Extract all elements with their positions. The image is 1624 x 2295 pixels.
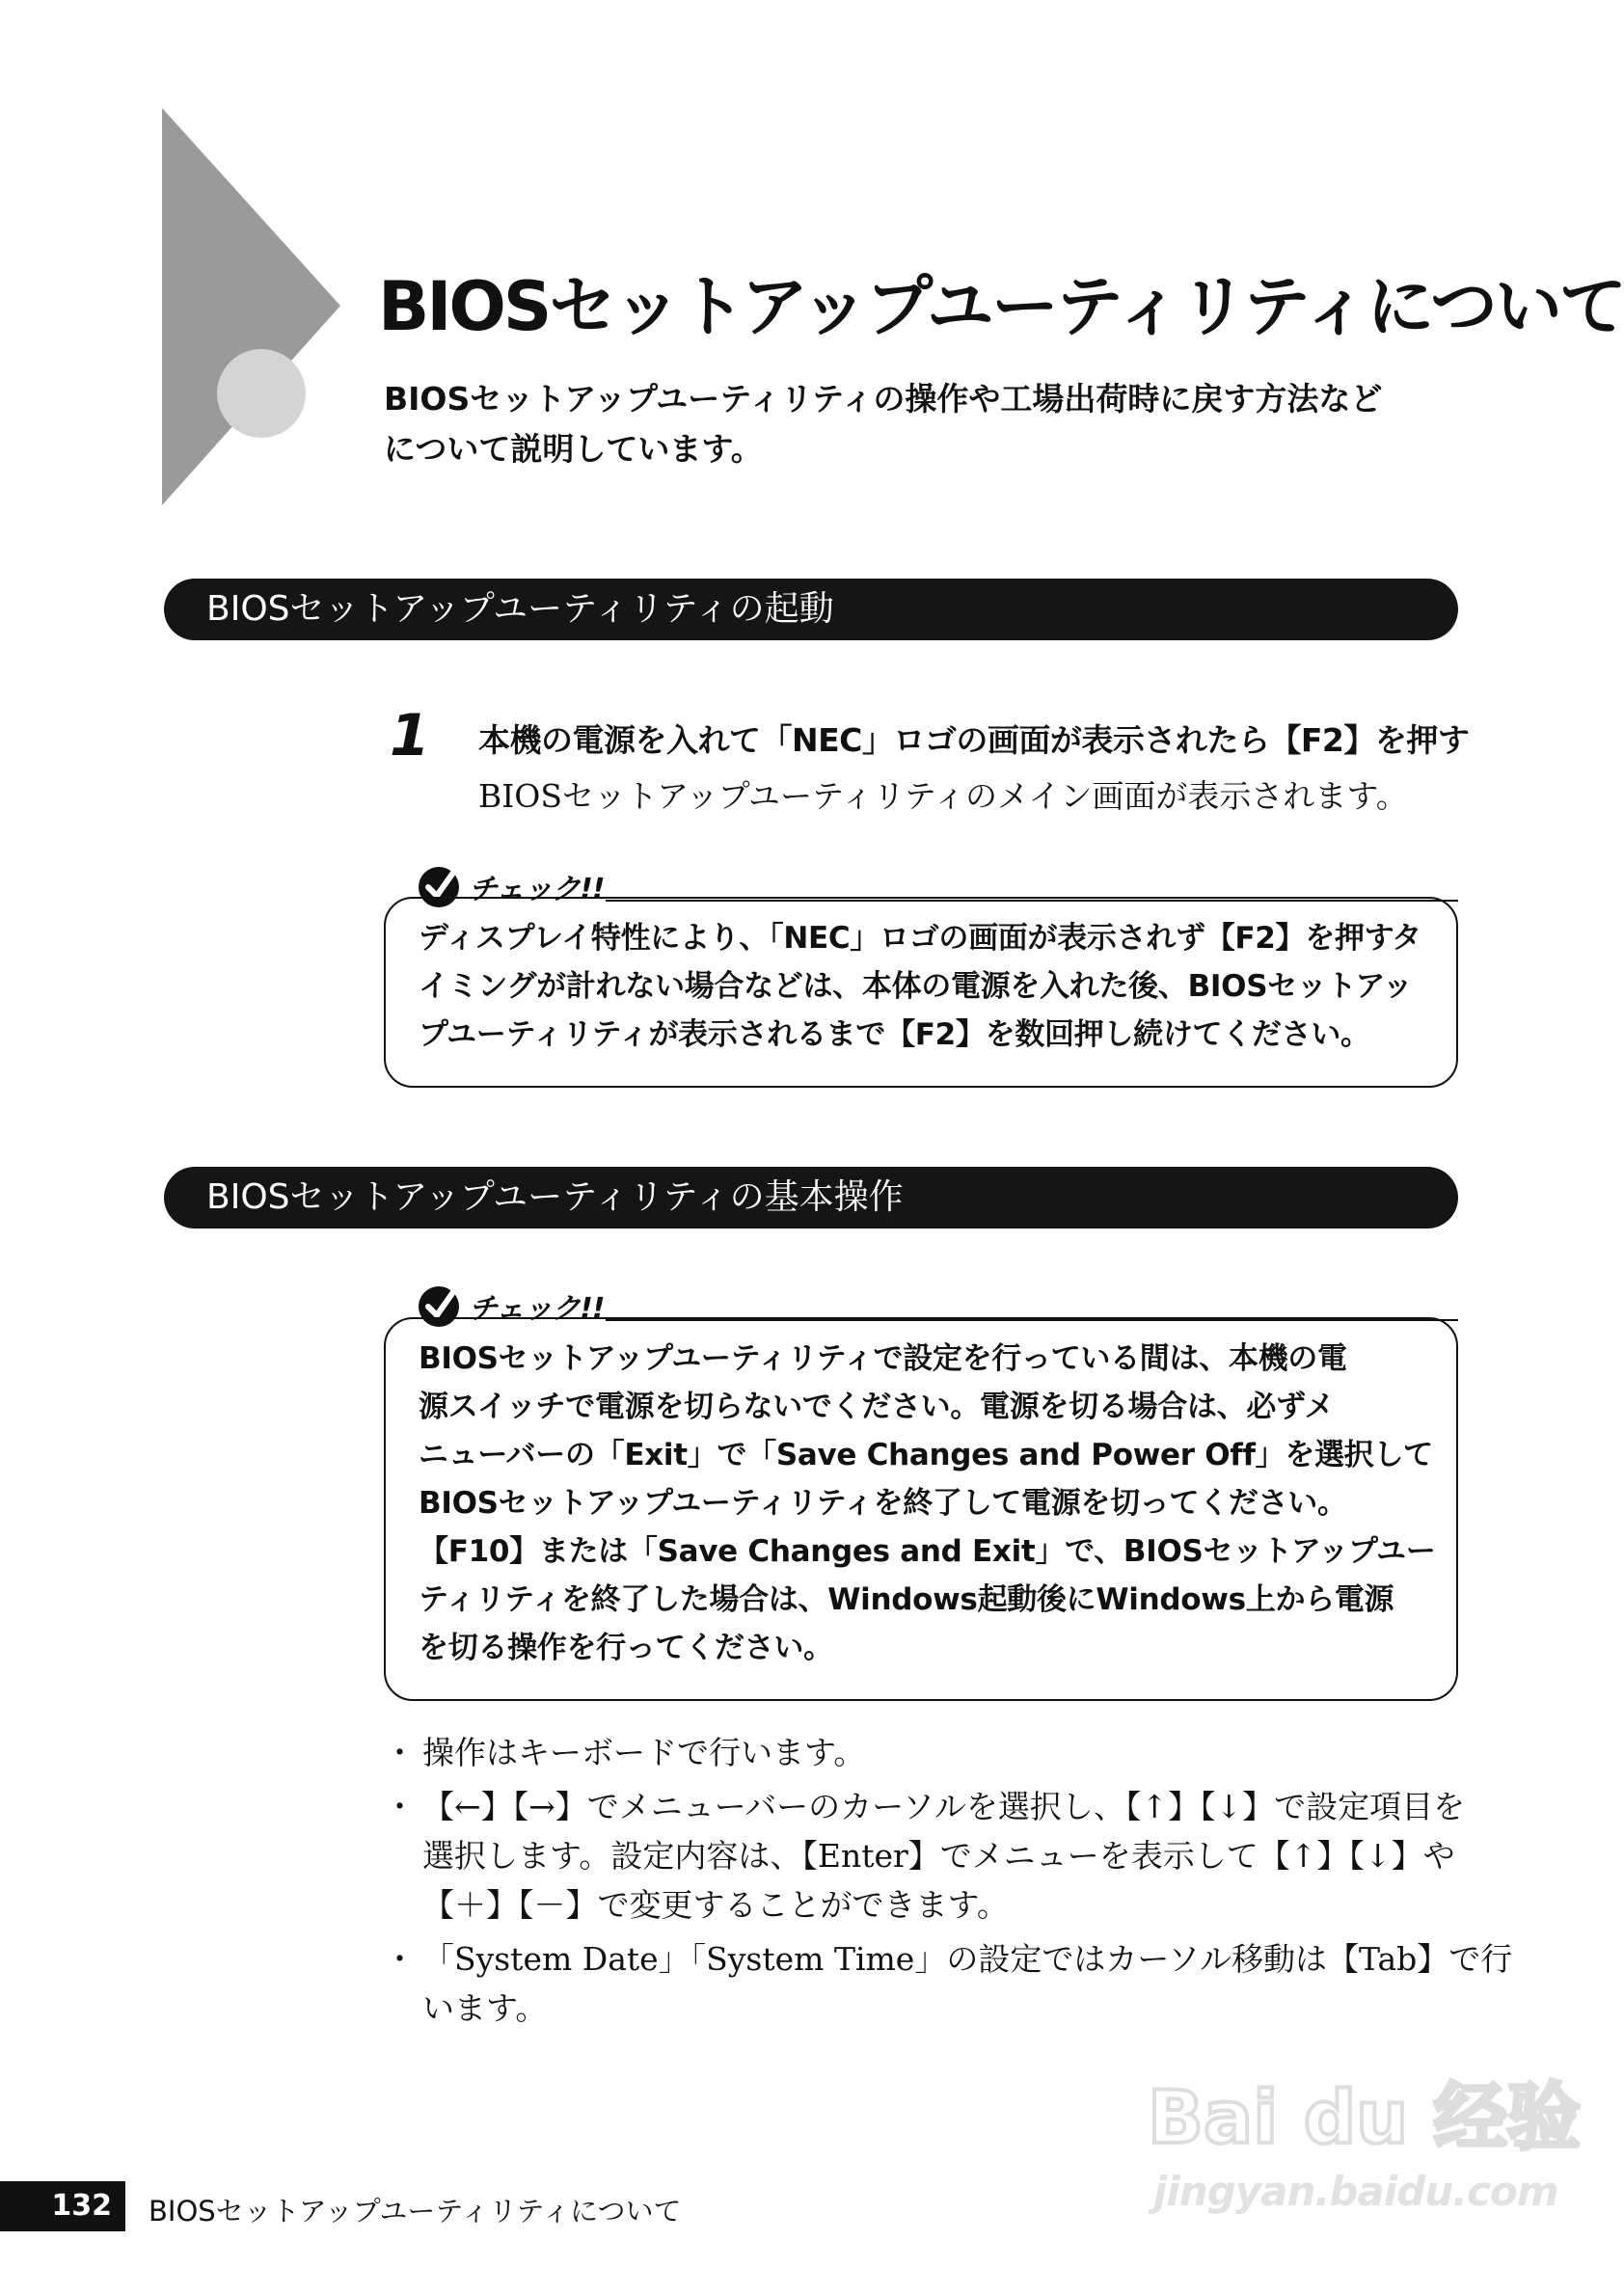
step-body: BIOSセットアップユーティリティのメイン画面が表示されます。 — [478, 777, 1408, 815]
check-note-box — [384, 1317, 1458, 1701]
check-note-line: ディスプレイ特性により、「NEC」ロゴの画面が表示されず【F2】を押すタ — [419, 921, 1421, 956]
chapter-decoration — [162, 108, 345, 505]
chapter-triangle — [162, 108, 340, 505]
section-heading-startup: BIOSセットアップユーティリティの起動 — [164, 579, 1458, 640]
baidu-watermark-logo — [1148, 2064, 1581, 2170]
watermark-logo-text: Bai du 经验 — [1148, 2074, 1581, 2160]
footer-title: BIOSセットアップユーティリティについて — [149, 2195, 682, 2228]
bullet-dot: ・ — [384, 1940, 416, 1978]
check-note-line: イミングが計れない場合などは、本体の電源を入れた後、BIOSセットアッ — [419, 969, 1413, 1004]
check-note-line: 【F10】または「Save Changes and Exit」で、BIOSセットアップユー — [419, 1534, 1436, 1569]
list-item-line: 選択します。設定内容は、【Enter】でメニューを表示して【↑】【↓】や — [422, 1837, 1455, 1875]
check-note-line: BIOSセットアップユーティリティで設定を行っている間は、本機の電 — [419, 1341, 1347, 1376]
chapter-title: BIOSセットアップユーティリティについて — [378, 267, 1624, 346]
chapter-intro-line: について説明しています。 — [384, 430, 763, 468]
list-item-line: 【←】【→】でメニューバーのカーソルを選択し、【↑】【↓】で設定項目を — [422, 1788, 1466, 1825]
check-label: チェック!! — [469, 1292, 605, 1326]
list-item — [384, 1782, 1464, 1930]
bullet-list — [384, 1728, 1513, 2038]
list-item-line: 【＋】【－】で変更することができます。 — [422, 1886, 1009, 1924]
check-note-line: ニューバーの「Exit」で「Save Changes and Power Off」を選択して — [419, 1438, 1433, 1472]
chapter-intro — [384, 374, 1464, 474]
section-heading-basic-operations: BIOSセットアップユーティリティの基本操作 — [164, 1167, 1458, 1228]
step-heading: 本機の電源を入れて「NEC」ロゴの画面が表示されたら【F2】を押す — [478, 721, 1470, 759]
watermark-url: jingyan.baidu.com — [1153, 2168, 1558, 2215]
bullet-dot: ・ — [384, 1788, 416, 1825]
list-item-line: います。 — [422, 1989, 548, 2027]
check-note-box — [384, 897, 1458, 1088]
check-note-line: ティリティを終了した場合は、Windows起動後にWindows上から電源 — [419, 1582, 1394, 1617]
list-item-line: 操作はキーボードで行います。 — [422, 1734, 866, 1771]
list-item — [384, 1934, 1513, 2033]
check-note-line: 源スイッチで電源を切らないでください。電源を切る場合は、必ずメ — [419, 1390, 1335, 1424]
page-number: 132 — [0, 2181, 125, 2231]
step-number: 1 — [390, 702, 430, 770]
chapter-circle — [217, 349, 306, 438]
list-item — [384, 1728, 1464, 1777]
chapter-intro-line: BIOSセットアップユーティリティの操作や工場出荷時に戻す方法など — [384, 380, 1383, 418]
check-note-line: BIOSセットアップユーティリティを終了して電源を切ってください。 — [419, 1486, 1347, 1521]
list-item-line: 「System Date」「System Time」の設定ではカーソル移動は【Tab】で行 — [422, 1940, 1513, 1978]
check-note-line: プユーティリティが表示されるまで【F2】を数回押し続けてください。 — [419, 1017, 1370, 1052]
check-label: チェック!! — [469, 873, 605, 906]
check-note-line: を切る操作を行ってください。 — [419, 1631, 833, 1665]
bullet-dot: ・ — [384, 1734, 416, 1771]
